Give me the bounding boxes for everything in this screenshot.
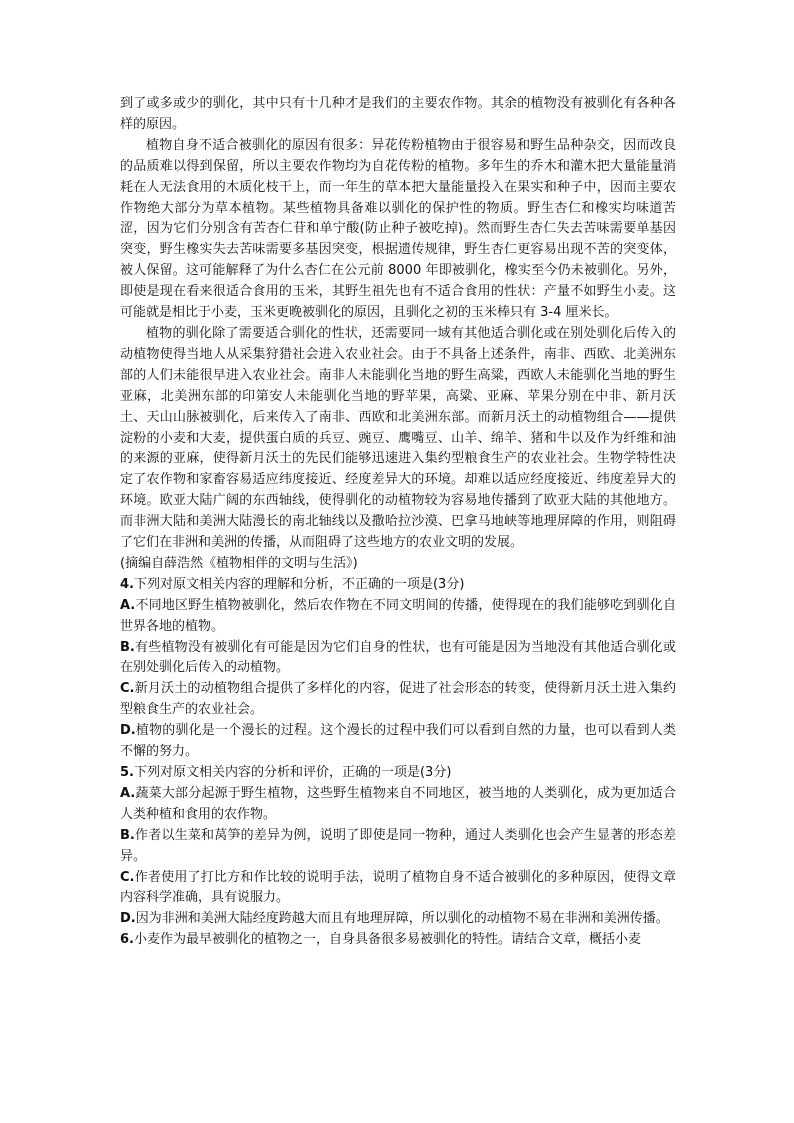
passage-paragraph-1: 到了或多或少的驯化，其中只有十几种才是我们的主要农作物。其余的植物没有被驯化有各种各样的原因。	[120, 96, 676, 132]
option-text: 新月沃土的动植物组合提供了多样化的内容，促进了社会形态的转变，使得新月沃土进入集约型粮食生产的农业社会。	[120, 681, 676, 718]
option-letter: B.	[120, 639, 135, 655]
question-5-stem	[120, 763, 676, 784]
question-5-option-b	[120, 826, 676, 868]
question-4-option-c	[120, 679, 676, 721]
option-text: 植物的驯化是一个漫长的过程。这个漫长的过程中我们可以看到自然的力量，也可以看到人类不懈的努力。	[120, 723, 676, 760]
option-letter: D.	[120, 723, 136, 739]
question-4-option-d	[120, 721, 676, 763]
question-number: 6.	[120, 932, 134, 948]
option-text: 因为非洲和美洲大陆经度跨越大而且有地理屏障，所以驯化的动植物不易在非洲和美洲传播。	[135, 911, 669, 927]
question-4-option-a	[120, 596, 676, 638]
option-text: 作者以生菜和莴笋的差异为例，说明了即使是同一物种，通过人类驯化也会产生显著的形态差异。	[120, 827, 676, 864]
question-5-option-c	[120, 868, 676, 910]
option-text: 有些植物没有被驯化有可能是因为它们自身的性状，也有可能是因为当地没有其他适合驯化或在别处驯化后传入的动植物。	[120, 639, 676, 676]
passage-paragraph-3: 植物的驯化除了需要适合驯化的性状，还需要同一域有其他适合驯化或在别处驯化后传入的动植物使得当地人从采集狩猎社会进入农业社会。由于不具备上述条件，南非、西欧、北美洲东部的人们未能很早进入农业社会。南非人未能驯化当地的野生高粱，西欧人未能驯化当地的野生亚麻，北美洲东部的印第安人未能驯化当地的野苹果，高粱、亚麻、苹果分别在中非、新月沃土、天山山脉被驯化，后来传入了南非、西欧和北美洲东部。而新月沃土的动植物组合——提供淀粉的小麦和大麦，提供蛋白质的兵豆、豌豆、鹰嘴豆、山羊、绵羊、猪和牛以及作为纤维和油的来源的亚麻，使得新月沃土的先民们能够迅速进入集约型粮食生产的农业社会。生物学特性决定了农作物和家畜容易适应纬度接近、经度差异大的环境。却难以适应经度接近、纬度差异大的环境。欧亚大陆广阔的东西轴线，使得驯化的动植物较为容易地传播到了欧亚大陆的其他地方。而非洲大陆和美洲大陆漫长的南北轴线以及撒哈拉沙漠、巴拿马地峡等地理屏障的作用，则阻碍了它们在非洲和美洲的传播，从而阻碍了这些地方的农业文明的发展。	[120, 325, 676, 551]
question-4-option-b	[120, 638, 676, 680]
option-letter: C.	[120, 681, 135, 697]
option-text: 蔬菜大部分起源于野生植物，这些野生植物来自不同地区，被当地的人类驯化，成为更加适合人类种植和食用的农作物。	[120, 785, 676, 822]
question-text: 下列对原文相关内容的分析和评价，正确的一项是(3分)	[133, 765, 452, 780]
option-text: 不同地区野生植物被驯化，然后农作物在不同文明间的传播，使得现在的我们能够吃到驯化自世界各地的植物。	[120, 597, 676, 634]
option-text: 作者使用了打比方和作比较的说明手法，说明了植物自身不适合被驯化的多种原因，使得文章内容科学准确，具有说服力。	[120, 869, 676, 906]
question-text: 下列对原文相关内容的理解和分析，不正确的一项是(3分)	[133, 576, 465, 592]
option-letter: D.	[120, 911, 136, 927]
document-page	[120, 94, 676, 951]
question-5-option-a	[120, 784, 676, 826]
option-letter: B.	[120, 827, 135, 843]
source-citation: (摘编自薛浩然《植物相伴的文明与生活》)	[120, 555, 358, 571]
question-text: 小麦作为最早被驯化的植物之一，自身具备很多易被驯化的特性。请结合文章，概括小麦	[133, 932, 641, 948]
option-letter: A.	[120, 597, 136, 613]
option-letter: A.	[120, 785, 136, 801]
passage-paragraph-2: 植物自身不适合被驯化的原因有很多：异花传粉植物由于很容易和野生品种杂交，因而改良的品质难以得到保留，所以主要农作物均为自花传粉的植物。多年生的乔木和灌木把大量能量消耗在人无法食用的木质化枝干上，而一年生的草本把大量能量投入在果实和种子中，因而主要农作物绝大部分为草本植物。某些植物具备难以驯化的保护性的物质。野生杏仁和橡实均味道苦涩，因为它们分别含有苦杏仁苷和单宁酸(防止种子被吃掉)。然而野生杏仁失去苦味需要单基因突变，野生橡实失去苦味需要多基因突变，根据遗传规律，野生杏仁更容易出现不苦的突变体，被人保留。这可能解释了为什么杏仁在公元前 8000 年即被驯化，橡实至今仍未被驯化。另外，即使是现在看来很适合食用的玉米，其野生祖先也有不适合食用的性状：产量不如野生小麦。这可能就是相比于小麦，玉米更晚被驯化的原因，且驯化之初的玉米棒只有 3-4 厘米长。	[120, 137, 676, 321]
option-letter: C.	[120, 869, 135, 885]
question-6-stem	[120, 930, 676, 951]
question-5-option-d	[120, 909, 676, 930]
question-number: 5.	[120, 765, 134, 780]
question-number: 4.	[120, 576, 134, 592]
question-4-stem	[120, 575, 676, 596]
